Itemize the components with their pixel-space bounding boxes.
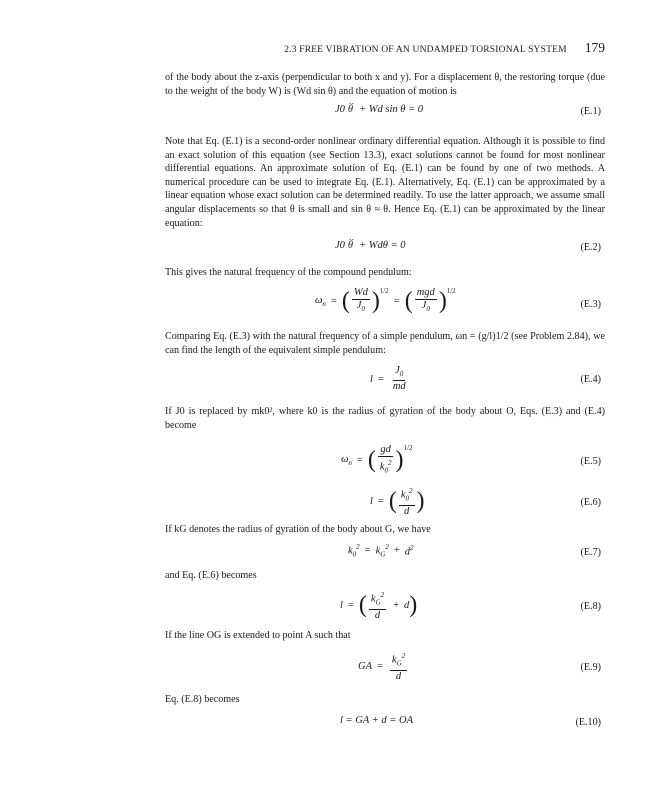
paragraph-2: Note that Eq. (E.1) is a second-order nonlinear ordinary differential equation. Although it is possible to find an exact solution of this equation (see Section 13.3), exact solutions cannot be found for most nonlinear differential equations. An approximate solution of Eq. (E.1) can be found by one of two methods. A numerical procedure can be used to integrate Eq. (E.1). Alternatively, Eq. (E.1) can be approximated by a linear equation whose exact solution can be determined readily. To use the latter approach, we assume small angular displacements so that θ is small and sin θ ≈ θ. Hence Eq. (E.1) can be approximated by the linear equation:: [165, 136, 605, 229]
eq-number-e2: (E.2): [580, 242, 601, 253]
eq-number-e3: (E.3): [580, 299, 601, 310]
paragraph-6: If kG denotes the radius of gyration of the body about G, we have: [165, 524, 431, 535]
paragraph-7: and Eq. (E.6) becomes: [165, 570, 257, 581]
page-number: 179: [584, 40, 605, 55]
paragraph-3: This gives the natural frequency of the compound pendulum:: [165, 267, 412, 278]
equation-e3: $\omega_n$ = ( $\frac{Wd}{J_0}$ ) $^{1/2}$ = ( $\frac{\text{mgd}}{J_0}$ ) $^{1/2}$ (E.3): [315, 287, 601, 315]
eq-number-e8: (E.8): [580, 601, 601, 612]
paragraph-8: If the line OG is extended to point A such that: [165, 630, 351, 641]
eq-number-e6: (E.6): [580, 497, 601, 508]
eq-number-e4: (E.4): [580, 374, 601, 385]
eq-number-e7: (E.7): [580, 547, 601, 558]
e1-rest: + Wd sin θ = 0: [359, 104, 424, 115]
paragraph-1: of the body about the z-axis (perpendicular to both x and y). For a displacement θ, the restoring torque (due to the weight of the body W) is (Wd sin θ) and the equation of motion is: [165, 72, 605, 97]
e1-lhs: J0: [335, 104, 345, 115]
e2-lhs: J0: [335, 240, 345, 251]
paragraph-5: If J0 is replaced by mk0², where k0 is the radius of gyration of the body about O, Eqs. (E.3) and (E.4) become: [165, 406, 605, 431]
equation-e7: $k_0^2$ = $k_G^2$ + $d^2$ (E.7): [348, 543, 601, 559]
equation-e10: [165, 714, 605, 734]
e2-rest: + Wdθ = 0: [359, 240, 406, 251]
paragraph-9: Eq. (E.8) becomes: [165, 694, 240, 705]
equation-e9: GA = $\frac{k_G^2}{d}$ (E.9): [358, 652, 601, 682]
eq-number-e9: (E.9): [580, 662, 601, 673]
equation-e4: l = $\frac{J_0}{md}$ (E.4): [370, 365, 601, 393]
equation-e1: J0 ‥ θ + Wd sin θ = 0 (E.1): [165, 98, 605, 128]
eq-number-e10: (E.10): [575, 717, 601, 728]
eq-number-e1: (E.1): [580, 106, 601, 117]
section-title: 2.3 FREE VIBRATION OF AN UNDAMPED TORSIONAL SYSTEM: [284, 45, 567, 55]
running-header: [270, 40, 605, 58]
eq-number-e5: (E.5): [580, 456, 601, 467]
equation-e2: J0 ‥ θ + Wdθ = 0 (E.2): [165, 234, 605, 264]
equation-e5: $\omega_n$ = ( $\frac{gd}{k_0^2}$ ) $^{1/2}$ (E.5): [341, 444, 601, 475]
paragraph-4: Comparing Eq. (E.3) with the natural frequency of a simple pendulum, ωn = (g/l)1/2 (see Problem 2.84), we can find the length of the equivalent simple pendulum:: [165, 331, 605, 356]
equation-e8: l = ( $\frac{k_G^2}{d}$ + d ) (E.8): [340, 591, 601, 621]
equation-e6: l = ( $\frac{k_0^2}{d}$ ) (E.6): [370, 487, 601, 517]
e10-text: l = GA + d = OA: [340, 715, 413, 726]
